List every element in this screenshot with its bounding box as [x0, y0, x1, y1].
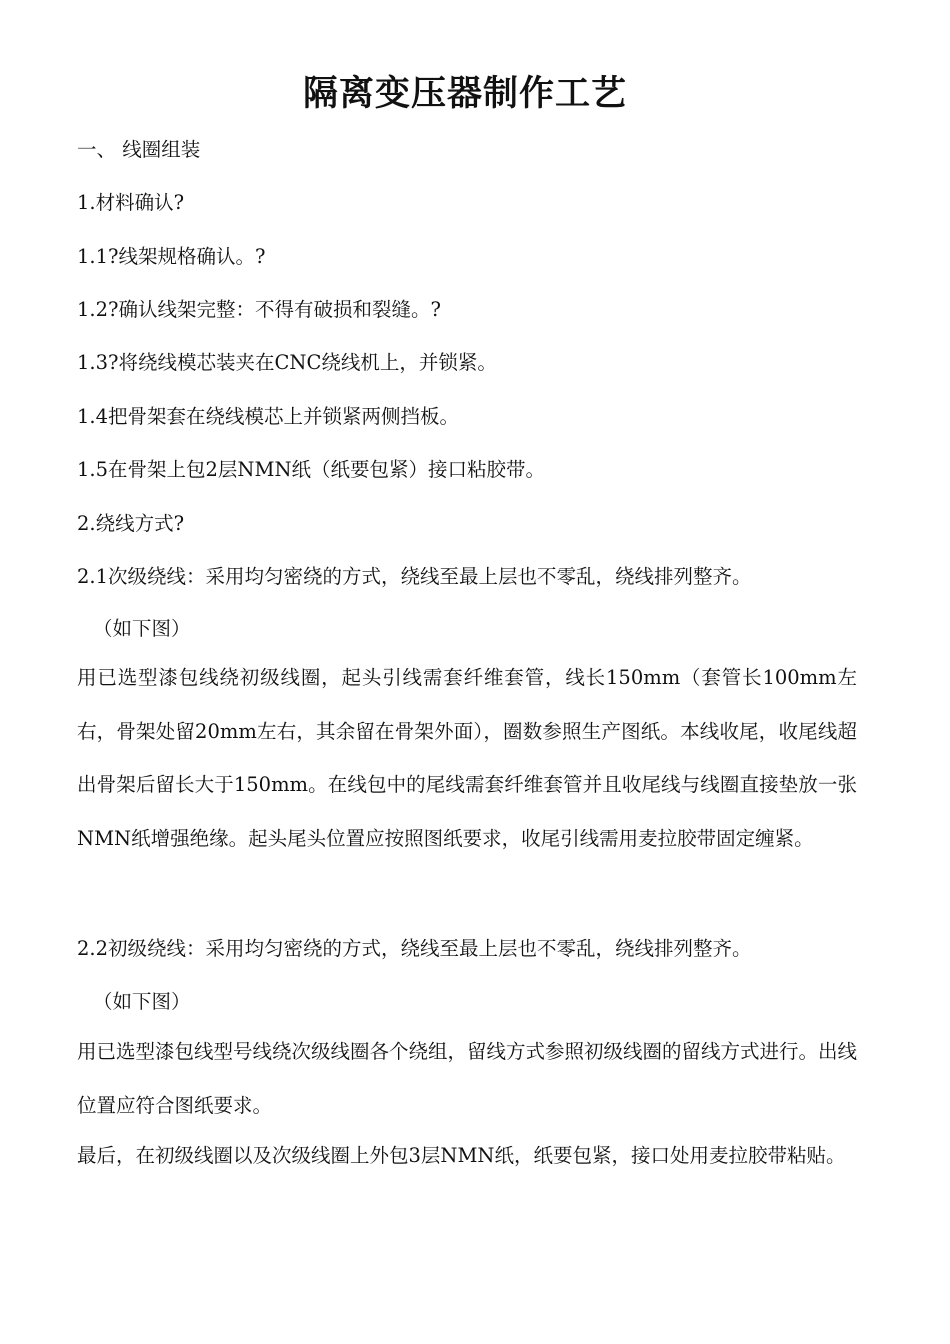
document-title: 隔离变压器制作工艺 — [302, 74, 627, 114]
step-2-1-body: 用已选型漆包线绕初级线圈，起头引线需套纤维套管，线长150mm（套管长100mm左右，骨架处留20mm左右，其余留在骨架外面），圈数参照生产图纸。本线收尾，收尾线超出骨架后留长大于150mm。在线包中的尾线需套纤维套管并且收尾线与线圈直接垫放一张NMN纸增强绝缘。起头尾头位置应按照图纸要求，收尾引线需用麦拉胶带固定缠紧。 — [77, 666, 857, 850]
step-1-2: 1.2?确认线架完整：不得有破损和裂缝。? — [77, 298, 441, 321]
final-paragraph: 最后，在初级线圈以及次级线圈上外包3层NMN纸，纸要包紧，接口处用麦拉胶带粘贴。 — [77, 1144, 846, 1167]
step-1-4: 1.4把骨架套在绕线模芯上并锁紧两侧挡板。 — [77, 405, 460, 428]
step-2-1-note: （如下图） — [93, 617, 191, 640]
step-2-1: 2.1次级绕线：采用均匀密绕的方式，绕线至最上层也不零乱，绕线排列整齐。 — [77, 565, 752, 588]
section-heading: 一、 线圈组装 — [77, 138, 201, 161]
step-2-heading: 2.绕线方式? — [77, 512, 185, 535]
step-1-3: 1.3?将绕线模芯装夹在CNC绕线机上，并锁紧。 — [77, 351, 497, 374]
step-2-2-body: 用已选型漆包线型号线绕次级线圈各个绕组，留线方式参照初级线圈的留线方式进行。出线位置应符合图纸要求。 — [77, 1040, 858, 1117]
step-1-5: 1.5在骨架上包2层NMN纸（纸要包紧）接口粘胶带。 — [77, 458, 546, 481]
step-2-2-note: （如下图） — [93, 990, 191, 1013]
step-1-heading: 1.材料确认? — [77, 191, 185, 214]
step-1-1: 1.1?线架规格确认。? — [77, 245, 266, 268]
step-2-2: 2.2初级绕线：采用均匀密绕的方式，绕线至最上层也不零乱，绕线排列整齐。 — [77, 937, 752, 960]
